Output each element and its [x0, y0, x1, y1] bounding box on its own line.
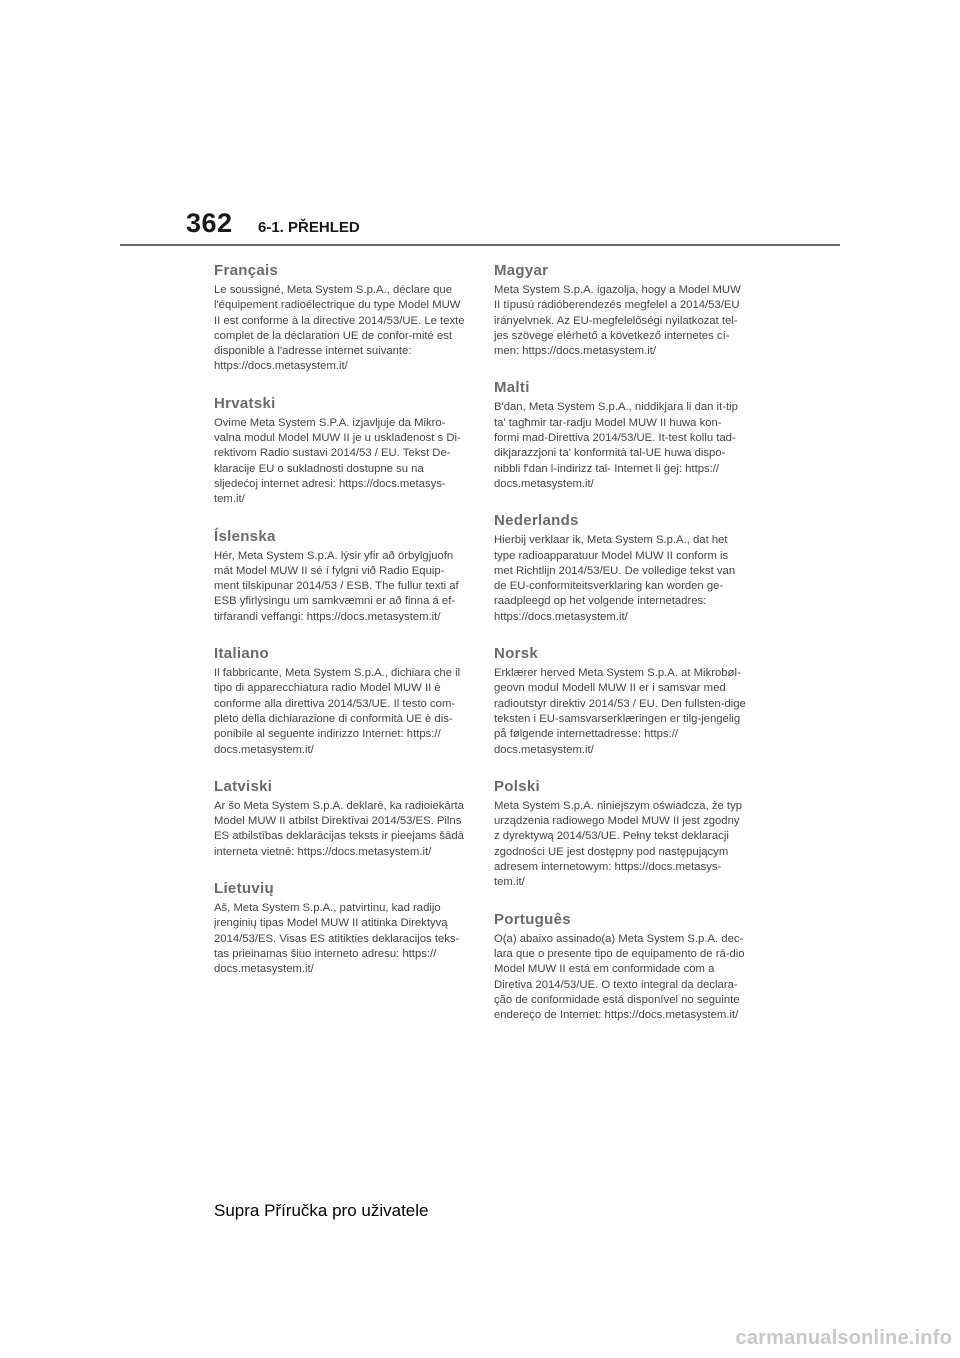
declaration-text: Meta System S.p.A. igazolja, hogy a Model MUW II típusú rádióberendezés megfelel a 2014/53/EU irányelvnek. Az EU-megfelelőségi nyilatkozat tel-jes szövege elérhető a következő internetes cí-men: https://docs.metasystem.it/	[494, 284, 741, 358]
lang-section-nl	[494, 512, 746, 625]
declaration-text: O(a) abaixo assinado(a) Meta System S.p.A. dec-lara que o presente tipo de equipamento de rá-dio Model MUW II está em conformidade com a Diretiva 2014/53/UE. O texto integral da declara-ção de conformidade está disponível no seguinte endereço de Internet: https://docs.metasystem.it/	[494, 932, 745, 1022]
section-title: 6-1. PŘEHLED	[258, 219, 360, 236]
lang-section-hu	[494, 262, 746, 359]
language-heading: Português	[494, 910, 571, 928]
left-column	[214, 262, 466, 998]
language-heading: Latviski	[214, 777, 273, 795]
language-heading: Italiano	[214, 645, 269, 663]
declaration-text: Ovime Meta System S.P.A. izjavljuje da Mikro-valna modul Model MUW II je u usklađenost s Di-rektivom Radio sustavi 2014/53 / EU. Tekst De-klaracije EU o sukladnosti dostupne su na sljedećoj internet adresi: https://docs.metasys-tem.it/	[214, 416, 461, 506]
language-heading: Nederlands	[494, 512, 579, 530]
lang-section-fr	[214, 262, 466, 375]
lang-section-pl	[494, 778, 746, 891]
language-heading: Hrvatski	[214, 394, 276, 412]
language-heading: Polski	[494, 777, 540, 795]
manual-title: Supra Příručka pro uživatele	[214, 1201, 429, 1220]
declaration-text: Le soussigné, Meta System S.p.A., déclare que l'équipement radioélectrique du type Model MUW II est conforme à la directive 2014/53/UE. Le texte complet de la déclaration UE de confor-mité est disponible à l'adresse internet suivante: https://docs.metasystem.it/	[214, 284, 465, 373]
language-heading: Magyar	[494, 262, 549, 279]
lang-section-no	[494, 645, 746, 758]
declaration-text: Erklærer herved Meta System S.p.A. at Mikrobøl-geovn modul Modell MUW II er i samsvar med radioutstyr direktiv 2014/53 / EU. Den fullsten-dige teksten i EU-samsvarserklæringen er tilg-jengelig på følgende internettadresse: https:// docs.metasystem.it/	[494, 667, 746, 756]
lang-section-hr	[214, 395, 466, 508]
lang-section-is	[214, 528, 466, 625]
page-header	[0, 0, 960, 250]
language-heading: Lietuvių	[214, 880, 274, 898]
declaration-text: Il fabbricante, Meta System S.p.A., dichiara che il tipo di apparecchiatura radio Model MUW II è conforme alla direttiva 2014/53/UE. Il testo com-pleto della dichiarazione di conformità UE è dis-ponibile al seguente indirizzo Internet: https:// docs.metasystem.it/	[214, 667, 461, 756]
watermark-link[interactable]: carmanualsonline.info	[735, 1327, 952, 1349]
declaration-text: Meta System S.p.A. niniejszym oświadcza, że typ urządzenia radiowego Model MUW II jest zgodny z dyrektywą 2014/53/UE. Pełny tekst deklaracji zgodności UE jest dostępny pod następującym adresem internetowym: https://docs.metasys-tem.it/	[494, 799, 742, 889]
declaration-text: Hierbij verklaar ik, Meta System S.p.A., dat het type radioapparatuur Model MUW II conform is met Richtlijn 2014/53/EU. De volledige tekst van de EU-conformiteitsverklaring kan worden ge-raadpleegd op het volgende internetadres: https://docs.metasystem.it/	[494, 534, 736, 623]
lang-section-pt	[494, 911, 746, 1024]
language-heading: Norsk	[494, 645, 539, 663]
declaration-text: Hér, Meta System S.p.A. lýsir yfir að örbylgjuofn mát Model MUW II sé í fylgni við Radio Equip-ment tilskipunar 2014/53 / ESB. The fullur texti af ESB yfirlýsingu um samkvæmni er að finna á ef-tirfarandi veffangi: https://docs.metasystem.it/	[214, 549, 459, 623]
page-number: 362	[186, 208, 233, 238]
declaration-text: Aš, Meta System S.p.A., patvirtinu, kad radijo įrenginių tipas Model MUW II atitinka Direktyvą 2014/53/ES. Visas ES atitikties deklaracijos teks-tas prieinamas šiuo interneto adresu: https:// docs.metasystem.it/	[214, 902, 460, 976]
language-heading: Malti	[494, 379, 530, 397]
lang-section-lv	[214, 778, 466, 860]
declaration-text: B'dan, Meta System S.p.A., niddikjara li dan it-tip ta' tagħmir tar-radju Model MUW II huwa kon-formi mad-Direttiva 2014/53/UE. It-test kollu tad-dikjarazzjoni ta' konformità tal-UE huwa dispo-nibbli f'dan l-indirizz tal- Internet li ġej: https:// docs.metasystem.it/	[494, 401, 738, 490]
lang-section-mt	[494, 379, 746, 492]
lang-section-lt	[214, 880, 466, 977]
language-heading: Íslenska	[214, 527, 276, 545]
header-divider	[120, 244, 840, 246]
language-heading: Français	[214, 262, 279, 279]
right-column	[494, 262, 746, 1043]
declaration-text: Ar šo Meta System S.p.A. deklarē, ka radioiekārta Model MUW II atbilst Direktīvai 2014/53/ES. Pilns ES atbilstības deklarācijas teksts ir pieejams šādā interneta vietnē: https://docs.metasystem.it/	[214, 799, 464, 858]
lang-section-it	[214, 645, 466, 758]
